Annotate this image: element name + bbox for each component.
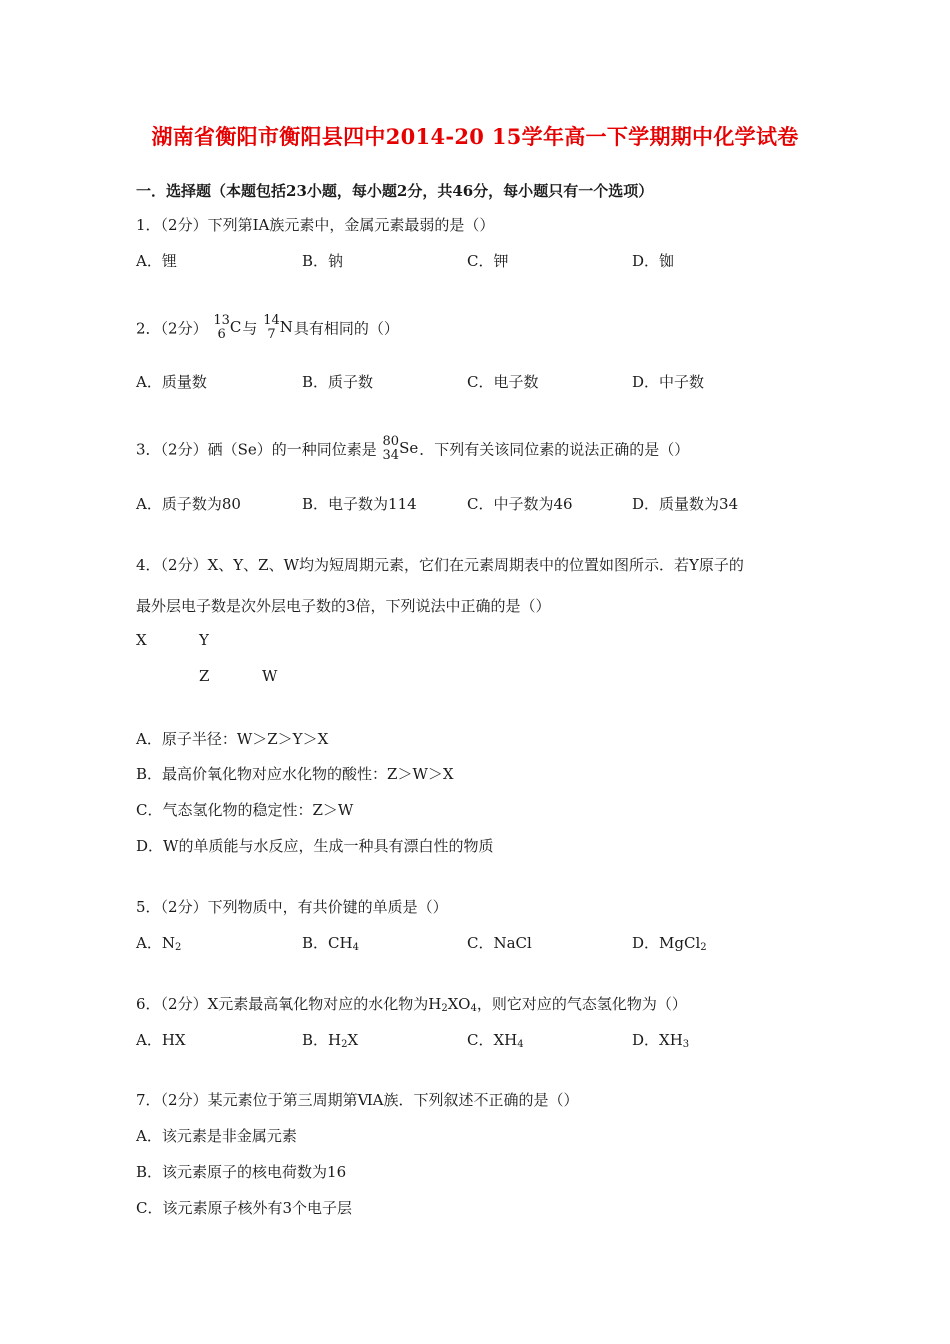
- question-4-stem-line-1: 4．（2分）X、Y、Z、W均为短周期元素，它们在元素周期表中的位置如图所示．若Y原子的: [136, 556, 744, 574]
- stem-part: 6．（2分）X元素最高氧化物对应的水化物为H: [136, 995, 442, 1013]
- isotope-mass: 13: [213, 313, 230, 328]
- stem-subscript: 4: [470, 1003, 477, 1014]
- option-label: A．N: [136, 934, 175, 952]
- option-label: B．CH: [302, 934, 353, 952]
- question-1-stem: 1．（2分）下列第IA族元素中，金属元素最弱的是（）: [136, 216, 495, 234]
- section-heading: 一．选择题（本题包括23小题，每小题2分，共46分，每小题只有一个选项）: [136, 182, 654, 200]
- question-2-option-c: C．电子数: [467, 373, 539, 391]
- question-1-option-d: D．铷: [632, 252, 675, 270]
- question-3-suffix: ．下列有关该同位素的说法正确的是（）: [419, 440, 690, 459]
- question-6-option-b: [302, 1029, 358, 1050]
- question-3-option-c: C．中子数为46: [467, 495, 573, 513]
- isotope-atomic: 6: [217, 327, 226, 342]
- question-7-option-c: C．该元素原子核外有3个电子层: [136, 1199, 353, 1217]
- isotope-atomic: 7: [267, 327, 276, 342]
- periodic-cell-y: Y: [199, 631, 209, 649]
- question-2-option-a: A．质量数: [136, 373, 207, 391]
- option-label: A．HX: [136, 1031, 186, 1049]
- isotope-n14: [263, 314, 293, 342]
- isotope-symbol: Se: [399, 439, 419, 457]
- periodic-cell-z: Z: [199, 667, 210, 685]
- isotope-se80: [383, 435, 419, 463]
- question-5-option-d: [632, 932, 707, 953]
- question-6-stem: [136, 993, 687, 1014]
- question-4-option-b: B．最高价氧化物对应水化物的酸性：Z＞W＞X: [136, 765, 454, 783]
- option-label: C．XH: [467, 1031, 518, 1049]
- isotope-mass: 80: [382, 434, 400, 449]
- question-4-option-a: A．原子半径：W＞Z＞Y＞X: [136, 730, 329, 748]
- option-subscript: 2: [341, 1039, 348, 1050]
- isotope-mass: 14: [263, 313, 280, 328]
- question-3-option-a: A．质子数为80: [136, 495, 241, 513]
- question-4-stem-line-2: 最外层电子数是次外层电子数的3倍，下列说法中正确的是（）: [136, 597, 551, 615]
- question-7-stem: 7．（2分）某元素位于第三周期第ⅥA族．下列叙述不正确的是（）: [136, 1091, 579, 1109]
- question-5-option-a: [136, 932, 181, 953]
- option-label: D．MgCl: [632, 934, 701, 952]
- stem-part: XO: [447, 995, 471, 1013]
- question-3-stem: [136, 435, 689, 463]
- option-subscript: 2: [174, 942, 182, 953]
- question-1-option-a: A．锂: [136, 252, 177, 270]
- question-1-option-b: B．钠: [302, 252, 344, 270]
- option-subscript: 2: [700, 942, 707, 953]
- question-6-option-d: [632, 1029, 689, 1050]
- question-5-stem: 5．（2分）下列物质中，有共价键的单质是（）: [136, 898, 448, 916]
- stem-subscript: 2: [441, 1003, 448, 1014]
- isotope-c13: [213, 314, 241, 342]
- periodic-cell-x: X: [136, 631, 147, 649]
- question-5-option-c: [467, 932, 532, 953]
- question-2-option-b: B．质子数: [302, 373, 374, 391]
- option-subscript: 4: [517, 1039, 524, 1050]
- question-3-prefix: 3．（2分）硒（Se）的一种同位素是: [136, 440, 377, 459]
- question-7-option-b: B．该元素原子的核电荷数为16: [136, 1163, 347, 1181]
- option-subscript: 4: [352, 942, 359, 953]
- question-5-option-b: [302, 932, 359, 953]
- isotope-atomic: 34: [382, 448, 400, 463]
- question-1-option-c: C．钾: [467, 252, 509, 270]
- isotope-symbol: N: [279, 318, 293, 336]
- question-4-option-c: C．气态氢化物的稳定性：Z＞W: [136, 801, 354, 819]
- question-2-option-d: D．中子数: [632, 373, 705, 391]
- question-4-option-d: D．W的单质能与水反应，生成一种具有漂白性的物质: [136, 837, 494, 855]
- option-label: C．NaCl: [467, 934, 532, 952]
- option-subscript: 3: [682, 1039, 690, 1050]
- page-title: 湖南省衡阳市衡阳县四中2014-20 15学年高一下学期期中化学试卷: [151, 124, 799, 149]
- option-rest: X: [347, 1031, 359, 1049]
- question-6-option-c: [467, 1029, 524, 1050]
- stem-part: ，则它对应的气态氢化物为（）: [476, 995, 687, 1013]
- option-label: D．XH: [632, 1031, 683, 1049]
- question-2-stem: [136, 314, 399, 342]
- option-label: B．H: [302, 1031, 342, 1049]
- question-6-option-a: [136, 1029, 186, 1050]
- question-7-option-a: A．该元素是非金属元素: [136, 1127, 297, 1145]
- question-2-mid: 与: [242, 319, 258, 338]
- isotope-symbol: C: [229, 318, 242, 336]
- question-3-option-b: B．电子数为114: [302, 495, 417, 513]
- question-3-option-d: D．质量数为34: [632, 495, 739, 513]
- periodic-cell-w: W: [262, 667, 278, 685]
- question-2-suffix: 具有相同的（）: [293, 319, 399, 338]
- question-2-prefix: 2．（2分）: [136, 319, 208, 338]
